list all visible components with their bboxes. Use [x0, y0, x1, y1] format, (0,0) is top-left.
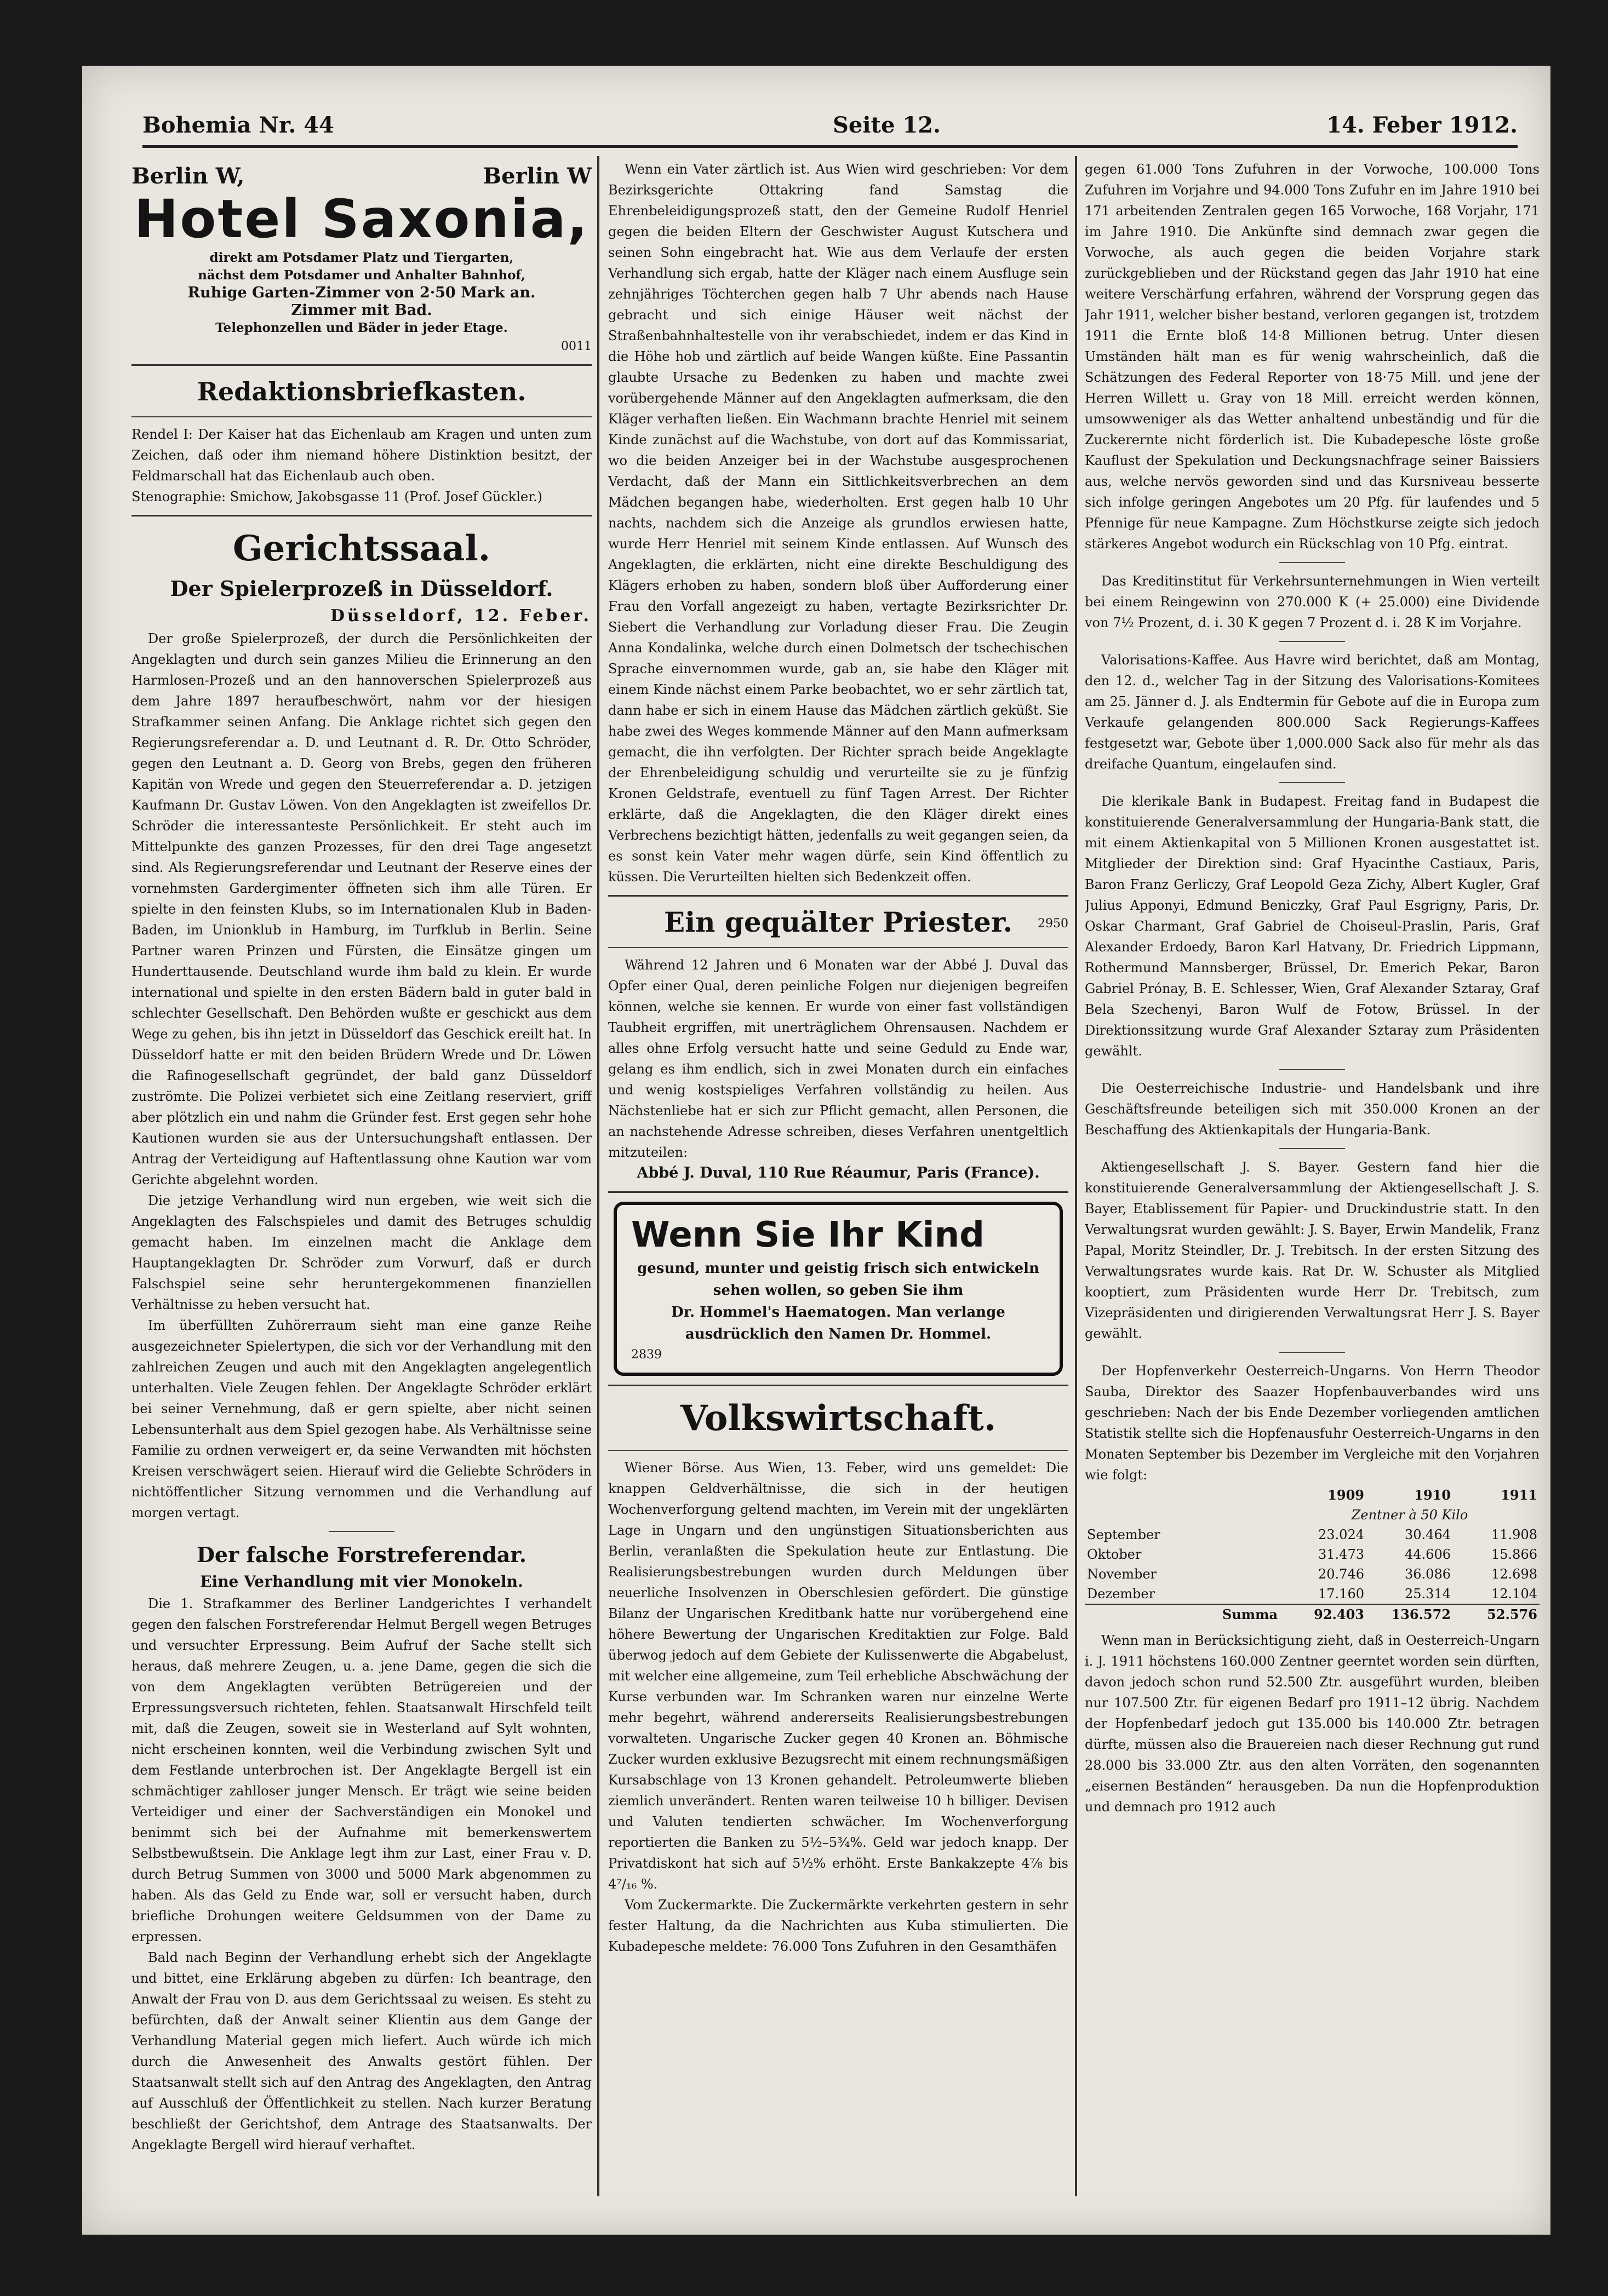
divider	[131, 416, 592, 417]
short-rule	[1279, 1148, 1345, 1149]
table-row	[1085, 1584, 1540, 1604]
article-paragraph: Aktiengesellschaft J. S. Bayer. Gestern fand hier die konstituierende Generalversammlung der Aktiengesellschaft J. S. Bayer, Etablissement für Papier- und Druckindustrie statt. In den Verwaltungsrat wurden gewählt: J. S. Bayer, Erwin Mandelik, Franz Papal, Moritz Steindler, Dr. J. Trebitsch. In der ersten Sitzung des Verwaltungsrates wurde kais. Rat Dr. W. Schuster als Mitglied kooptiert, zum Präsidenten wurde Herr Dr. Trebitsch, zum Vizepräsidenten und dirigierenden Verwaltungsrat Herr J. S. Bayer gewählt.	[1085, 1160, 1540, 1341]
ad-code: 2839	[631, 1348, 662, 1362]
table-cell: 31.473	[1318, 1547, 1364, 1562]
article-paragraph: Wenn ein Vater zärtlich ist. Aus Wien wird geschrieben: Vor dem Bezirksgerichte Ottakring fand Samstag die Ehrenbeleidigungsprozeß statt, den der Gemeine Rudolf Henriel gegen die beiden Eltern der Geschwister August Kutschera und seinen Sohn eingebracht hat. Wie aus dem Verlaufe der ersten Verhandlung sich ergab, hatte der Kläger nach einem Ausfluge sein zehnjähriges Töchterchen gegen halb 7 Uhr abends nach Hause gebracht und sich einige Häuser weit nächst der Straßenbahnhaltestelle von ihr verabschiedet, indem er das Kind in die Höhe hob und zärtlich auf beide Wangen küßte. Eine Passantin glaubte Ursache zu Bedenken zu haben und machte zwei vorübergehende Männer auf den Angeklagten aufmerksam, die den Kläger verhaften ließen. Ein Wachmann brachte Henriel mit seinem Kinde zunächst auf die Wachstube, von dort auf das Kommissariat, wo die beiden Anzeiger bei in der Wachstube ausgesprochenen Verdacht, daß der Mann ein Sittlichkeitsverbrechen an dem Mädchen begangen habe, wiederholten. Erst gegen halb 10 Uhr nachts, nachdem sich die Anzeige als grundlos erwiesen hatte, wurde Herr Henriel mit seinem Kinde entlassen. Auf Wunsch des Angeklagten, die erklärten, nicht eine direkte Beschuldigung des Klägers erhoben zu haben, sondern bloß über Aufforderung einer Frau den Vorfall angezeigt zu haben, vertagte Bezirksrichter Dr. Siebert die Verhandlung zur Vorladung dieser Frau. Die Zeugin Anna Kondalinka, welche durch einen Dolmetsch der tschechischen Sprache einvernommen wurde, gab an, sie habe den Kläger mit einem Kinde nächst einem Parke beobachtet, wo er sehr zärtlich tat, dann habe er sich in einem Hause das Mädchen zärtlich geküßt. Sie habe zwei des Weges kommende Männer auf den Mann aufmerksam gemacht, die ihn verfolgten. Der Richter sprach beide Angeklagte der Ehrenbeleidigung schuldig und verurteilte sie zu je fünfzig Kronen Geldstrafe, eventuell zu fünf Tagen Arrest. Der Richter erklärte, daß die Angeklagten, die den Kläger direkt eines Verbrechens bezichtigt hätten, jedenfalls zu weit gegangen seien, da es sonst kein Vater mehr wagen dürfe, sein Kind öffentlich zu küssen. Die Verurteilten hielten sich Bedenkzeit offen.	[608, 162, 1068, 885]
divider	[131, 515, 592, 516]
hotel-saxonia-ad	[131, 159, 592, 357]
table-header-row	[1085, 1485, 1540, 1505]
article-paragraph: Vom Zuckermarkte. Die Zuckermärkte verkehrten gestern in sehr fester Haltung, da die Nachrichten aus Kuba stimulierten. Die Kubadepesche meldete: 76.000 Tons Zufuhren in den Gesamthäfen	[608, 1897, 1068, 1954]
divider	[608, 1450, 1068, 1451]
briefkasten-text: Stenographie: Smichow, Jakobsgasse 11 (Prof. Josef Gückler.)	[131, 489, 542, 504]
ad-code: 2950	[1038, 917, 1068, 931]
table-cell: 17.160	[1318, 1586, 1364, 1602]
table-cell: 44.606	[1405, 1547, 1451, 1562]
running-head	[142, 112, 1518, 148]
ad-headline: Ein gequälter Priester.	[664, 906, 1012, 938]
table-sum-row	[1085, 1604, 1540, 1625]
table-header: 1909	[1327, 1487, 1364, 1503]
article-headline: Der falsche Forstreferendar.	[196, 1542, 527, 1567]
column-3	[1085, 159, 1540, 2196]
hotel-name: Hotel Saxonia,	[134, 188, 589, 250]
table-cell: 11.908	[1491, 1527, 1537, 1542]
hotel-ad-line: direkt am Potsdamer Platz und Tiergarten,	[209, 250, 514, 265]
ad-text: Dr. Hommel's Haematogen. Man verlange ausdrücklich den Namen Dr. Hommel.	[671, 1304, 1005, 1342]
ad-city-right: Berlin W	[483, 163, 592, 189]
short-rule	[1279, 562, 1345, 563]
article-paragraph: Die klerikale Bank in Budapest. Freitag fand in Budapest die konstituierende Generalversammlung der Hungaria-Bank statt, die mit einem Aktienkapital von 5 Millionen Kronen ausgestattet ist. Mitglieder der Direktion sind: Graf Hyacinthe Castiaux, Paris, Baron Franz Gerliczy, Graf Leopold Geza Zichy, Albert Kugler, Graf Julius Apponyi, Edmund Beniczky, Graf Paul Esgrigny, Paris, Dr. Oskar Charmant, Graf Gabriel de Choiseul-Praslin, Paris, Graf Alexander Erdoedy, Baron Karl Hatvany, Dr. Friedrich Lippmann, Rothermund Mannsberger, Brüssel, Dr. Emerich Pekar, Baron Gabriel Prónay, B. E. Schlesser, Wien, Graf Alexander Sztaray, Graf Bela Szechenyi, Baron Wulf de Fotow, Brüssel. In der Direktionssitzung wurde Graf Alexander Sztaray zum Präsidenten gewählt.	[1085, 794, 1540, 1059]
ad-text: gesund, munter und geistig frisch sich entwickeln sehen wollen, so geben Sie ihm	[637, 1260, 1039, 1299]
issue-number: Bohemia Nr. 44	[142, 112, 334, 138]
table-cell: 36.086	[1405, 1566, 1451, 1582]
article-paragraph: Im überfüllten Zuhörerraum sieht man eine ganze Reihe ausgezeichneter Spielertypen, die sich vor der Verhandlung mit den zahlreichen Zeugen und auch mit den Angeklagten angelegentlich unterhalten. Viele Zeugen fehlen. Der Angeklagte Schröder erklärt bei seiner Vernehmung, daß er gern spielte, aber nicht seinen Lebensunterhalt aus dem Spiel gezogen habe. Als Verhältnisse seine Familie zu ordnen verweigert er, da seine Verwandten mit höchsten Kreisen verschwägert seien. Hierauf wird die Geliebte Schröders in nichtöffentlicher Sitzung vernommen und die Verhandlung auf morgen vertagt.	[131, 1318, 592, 1520]
ad-text: Während 12 Jahren und 6 Monaten war der Abbé J. Duval das Opfer einer Qual, deren peinliche Folgen nur diejenigen begreifen können, welche sie kennen. Er wurde von einer fast vollständigen Taubheit ergriffen, mit unerträglichem Ohrensausen. Nachdem er alles ohne Erfolg versucht hatte und seine Geduld zu Ende war, gelang es ihm endlich, sich in zwei Monaten durch ein einfaches und wenig kostspieliges Verfahren vollständig zu heilen. Aus Nächstenliebe hat er sich zur Pflicht gemacht, allen Personen, die an nachstehende Adresse schreiben, dieses Verfahren unentgeltlich mitzuteilen:	[608, 957, 1068, 1160]
table-cell: 20.746	[1318, 1566, 1364, 1582]
table-row	[1085, 1564, 1540, 1584]
article-subheadline: Eine Verhandlung mit vier Monokeln.	[200, 1572, 523, 1591]
hops-export-table	[1085, 1485, 1540, 1625]
table-row	[1085, 1545, 1540, 1564]
hotel-ad-line: Ruhige Garten-Zimmer von 2·50 Mark an.	[187, 284, 536, 301]
table-cell: 12.104	[1491, 1586, 1537, 1602]
table-cell: Oktober	[1087, 1547, 1142, 1562]
short-rule	[1279, 1352, 1345, 1353]
ad-headline: Wenn Sie Ihr Kind	[631, 1215, 985, 1255]
table-cell: 23.024	[1318, 1527, 1364, 1542]
article-paragraph: Die jetzige Verhandlung wird nun ergeben, wie weit sich die Angeklagten des Falschspieles und damit des Betruges schuldig gemacht haben. Im einzelnen macht die Anklage dem Hauptangeklagten Dr. Schröder zum Vorwurf, daß er durch Falschspiel seine sehr heruntergekommenen finanziellen Verhältnisse zu heben versucht hat.	[131, 1193, 592, 1312]
table-cell: November	[1087, 1566, 1157, 1582]
newspaper-page	[82, 66, 1550, 2235]
ad-code: 0011	[561, 340, 592, 353]
ad-address: Abbé J. Duval, 110 Rue Réaumur, Paris (France).	[637, 1164, 1040, 1181]
table-header: 1910	[1414, 1487, 1451, 1503]
volkswirtschaft-title: Volkswirtschaft.	[680, 1398, 997, 1439]
divider	[131, 364, 592, 366]
divider	[608, 1191, 1068, 1193]
hommel-ad	[614, 1202, 1063, 1376]
table-cell: Dezember	[1087, 1586, 1155, 1602]
table-cell: 25.314	[1405, 1586, 1451, 1602]
column-rule	[1075, 156, 1077, 2196]
table-unit-row	[1085, 1505, 1540, 1525]
briefkasten-text: Rendel I: Der Kaiser hat das Eichenlaub am Kragen und unten zum Zeichen, daß oder ihm niemand höhere Distinktion besitzt, der Feldmarschall hat das Eichenlaub auch oben.	[131, 427, 592, 484]
table-unit: Zentner à 50 Kilo	[1351, 1507, 1468, 1523]
page-number: Seite 12.	[833, 112, 941, 138]
short-rule	[329, 1531, 394, 1532]
table-cell: 12.698	[1491, 1566, 1537, 1582]
issue-date: 14. Feber 1912.	[1326, 112, 1518, 138]
column-1	[131, 159, 592, 2196]
priester-ad	[608, 904, 1068, 1184]
table-header: 1911	[1501, 1487, 1537, 1503]
column-2	[608, 159, 1068, 2196]
article-paragraph: Der große Spielerprozeß, der durch die Persönlichkeiten der Angeklagten und durch sein ganzes Milieu die Erinnerung an den Harmlosen-Prozeß und an den hannoverschen Spielerprozeß aus dem Jahre 1897 heraufbeschwört, nahm vor der hiesigen Strafkammer seinen Anfang. Die Anklage richtet sich gegen den Regierungsreferendar a. D. und Leutnant d. R. Dr. Otto Schröder, gegen den Leutnant a. D. Georg von Brebs, gegen den früheren Kapitän von Wrede und gegen den Steuerreferendar a. D. jetzigen Kaufmann Dr. Gustav Löwen. Von den Angeklagten ist zweifellos Dr. Schröder die interessanteste Persönlichkeit. Er steht auch im Mittelpunkte des ganzen Prozesses, für den drei Tage angesetzt sind. Als Regierungsreferendar und Leutnant der Reserve eines der vornehmsten Gardergimenter öffneten sich ihm alle Türen. Er spielte in den feinsten Klubs, so im Internationalen Klub in Baden-Baden, im Unionklub in Hamburg, im Turfklub in Berlin. Seine Partner waren Prinzen und Fürsten, die Einsätze gingen um Hunderttausende. Deutschland wurde ihm bald zu klein. Er wurde international und spielte in den ersten Bädern bald in guter bald in schlechter Gesellschaft. Den Behörden wußte er geschickt aus dem Wege zu gehen, bis ihn jetzt in Düsseldorf das Geschick ereilt hat. In Düsseldorf hatte er mit den beiden Brüdern Wrede und Dr. Löwen die Rafinogesellschaft gegründet, der bald ganz Düsseldorf zuströmte. Die Polizei verbietet sich eine Zeitlang reserviert, griff aber plötzlich ein und nahm die Gründer fest. Erst gegen sehr hohe Kautionen wurden sie aus der Untersuchungshaft entlassen. Der Antrag der Verteidigung auf Haftentlassung ohne Kaution war vom Gerichte abgelehnt worden.	[131, 631, 592, 1187]
article-paragraph: Die Oesterreichische Industrie- und Handelsbank und ihre Geschäftsfreunde beteiligen sich mit 350.000 Kronen an der Beschaffung des Aktienkapitals der Hungaria-Bank.	[1085, 1081, 1540, 1138]
article-paragraph: Bald nach Beginn der Verhandlung erhebt sich der Angeklagte und bittet, eine Erklärung abgeben zu dürfen: Ich beantrage, den Anwalt der Frau von D. aus dem Gerichtssaal zu weisen. Es steht zu befürchten, daß der Anwalt seiner Klientin aus dem Gange der Verhandlung Material gegen mich liefert. Auch würde ich mich durch die Anwesenheit des Anwalts gestört fühlen. Der Staatsanwalt stellt sich auf den Antrag des Angeklagten, den Antrag auf Ausschluß der Öffentlichkeit zu stellen. Nach kurzer Beratung beschließt der Gerichtshof, dem Antrage des Staatsanwalts. Der Angeklagte Bergell wird hierauf verhaftet.	[131, 1950, 592, 2152]
hotel-ad-line: Zimmer mit Bad.	[291, 302, 432, 319]
short-rule	[1279, 641, 1345, 642]
dateline: Düsseldorf, 12. Feber.	[330, 606, 592, 625]
table-row	[1085, 1525, 1540, 1545]
article-headline: Der Spielerprozeß in Düsseldorf.	[170, 576, 553, 601]
divider	[608, 947, 1068, 948]
article-paragraph: gegen 61.000 Tons Zufuhren in der Vorwoche, 100.000 Tons Zufuhren im Vorjahre und 94.000 Tons Zufuhr en im Jahre 1910 bei 171 arbeitenden Zentralen gegen 165 Vorwoche, 168 Vorjahr, 171 im Jahre 1910. Die Ankünfte sind demnach zwar gegen die Vorwoche, als auch gegen die beiden Vorjahre stark zurückgeblieben und der Rückstand gegen das Jahr 1910 hat eine weitere Verschärfung erfahren, während der Vorsprung gegen das Jahr 1911, welcher bisher bestand, verloren gegangen ist, trotzdem 1911 die Ernte bloß 14·8 Millionen betrug. Unter diesen Umständen hält man es für wenig wahrscheinlich, daß die Schätzungen des Federal Reporter von 18·75 Mill. und jene der Herren Willett u. Gray von 18 Mill. erreicht werden können, umsowweniger als das Wetter anhaltend unbeständig und für die Zuckerernte nicht förderlich ist. Die Kubadepesche löste große Kauflust der Spekulation und Deckungsnachfrage seiner Baissiers aus, welche nervös geworden sind und das Kursniveau besserte sich infolge geringen Angebotes um 20 Pfg. für laufendes und 5 Pfennige für neue Kampagne. Zum Höchstkurse zeigte sich jedoch stärkeres Angebot wodurch ein Rückschlag von 10 Pfg. eintrat.	[1085, 162, 1540, 552]
table-cell: September	[1087, 1527, 1160, 1542]
article-paragraph: Der Hopfenverkehr Oesterreich-Ungarns. Von Herrn Theodor Sauba, Direktor des Saazer Hopfenbauverbandes wird uns geschrieben: Nach der bis Ende Dezember vorliegenden amtlichen Statistik stellte sich die Hopfenausfuhr Oesterreich-Ungarns in den Monaten September bis Dezember im Vergleiche mit den Vorjahren wie folgt:	[1085, 1363, 1540, 1483]
divider	[608, 895, 1068, 897]
article-paragraph: Valorisations-Kaffee. Aus Havre wird berichtet, daß am Montag, den 12. d., welcher Tag in der Sitzung des Valorisations-Komitees am 25. Jänner d. J. als Endtermin für Gebote auf die in Europa zum Verkaufe gelangenden 800.000 Sack Regierungs-Kaffees festgesetzt war, Gebote über 1,000.000 Sack also für mehr als das dreifache Quantum, eingelaufen sind.	[1085, 652, 1540, 772]
article-paragraph: Wiener Börse. Aus Wien, 13. Feber, wird uns gemeldet: Die knappen Geldverhältnisse, die sich in der heutigen Wochenverforgung geltend machten, im Verein mit der ungeklärten Lage in Ungarn und den ungünstigen Situationsberichten aus Berlin, veranlaßten die Spekulation heute zur Entlastung. Die Realisierungsbestrebungen wurden durch Meldungen über neuerliche Insolvenzen in Oberschlesien gefördert. Die günstige Bilanz der Ungarischen Kreditbank hatte nur vorübergehend eine höhere Bewertung der Ungarischen Kreditaktien zur Folge. Bald überwog jedoch auf dem Gebiete der Kulissenwerte die Abgabelust, mit welcher eine allgemeine, zum Teil erhebliche Abschwächung der Kurse verbunden war. Im Schranken waren nur einzelne Werte mehr begehrt, während andererseits Realisierungsbestrebungen vorwalteten. Ungarische Zucker gegen 40 Kronen an. Böhmische Zucker wurden exklusive Bezugsrecht mit einem rechnungsmäßigen Kursabschlage von 13 Kronen gehandelt. Petroleumwerte blieben ziemlich unverändert. Renten waren teilweise 10 h billiger. Devisen und Valuten tendierten schwächer. Im Wochenverforgung reportierten die Banken zu 5½–5¾%. Geld war jedoch knapp. Der Privatdiskont hat sich auf 5½% erhöht. Erste Bankakzepte 4⅞ bis 4⁷/₁₆ %.	[608, 1460, 1068, 1892]
briefkasten-title: Redaktionsbriefkasten.	[197, 377, 527, 406]
article-paragraph: Das Kreditinstitut für Verkehrsunternehmungen in Wien verteilt bei einem Reingewinn von 270.000 K (+ 25.000) eine Dividende von 7½ Prozent, d. i. 30 K gegen 7 Prozent d. i. 28 K im Vorjahre.	[1085, 573, 1540, 630]
column-rule	[597, 156, 599, 2196]
ad-city-left: Berlin W,	[131, 163, 245, 189]
divider	[608, 1385, 1068, 1386]
gerichtssaal-title: Gerichtssaal.	[232, 528, 491, 569]
table-cell: 52.576	[1487, 1606, 1537, 1622]
table-cell: 92.403	[1314, 1606, 1364, 1622]
article-paragraph: Die 1. Strafkammer des Berliner Landgerichtes I verhandelt gegen den falschen Forstreferendar Helmut Bergell wegen Betruges und versuchter Erpressung. Beim Aufruf der Sache stellt sich heraus, daß mehrere Zeugen, u. a. jene Dame, gegen die sich die von dem Angeklagten verübten Betrügereien und der Erpressungsversuch richteten, fehlen. Staatsanwalt Hirschfeld teilt mit, daß die Zeugen, soweit sie in Westerland auf Sylt wohnten, nicht erscheinen konnten, weil die Verbindung zwischen Sylt und dem Festlande unterbrochen ist. Der Angeklagte Bergell ist ein schmächtiger zahlloser junger Mensch. Er trägt wie seine beiden Verteidiger und einer der Sachverständigen ein Monokel und benimmt sich bei der Aufnahme mit bemerkenswertem Selbstbewußtsein. Die Anklage legt ihm zur Last, einer Frau v. D. durch Betrug Summen von 3000 und 5000 Mark abgenommen zu haben. Als das Geld zu Ende war, soll er versucht haben, durch briefliche Drohungen weitere Geldsummen von der Dame zu erpressen.	[131, 1596, 592, 1944]
table-cell: Summa	[1222, 1606, 1278, 1622]
short-rule	[1279, 782, 1345, 783]
table-cell: 136.572	[1391, 1606, 1451, 1622]
hotel-ad-line: nächst dem Potsdamer und Anhalter Bahnhof,	[198, 268, 525, 283]
article-paragraph: Wenn man in Berücksichtigung zieht, daß in Oesterreich-Ungarn i. J. 1911 höchstens 160.000 Zentner geerntet worden sein dürften, davon jedoch schon rund 52.500 Ztr. ausgeführt wurden, bleiben nur 107.500 Ztr. für eigenen Bedarf pro 1911–12 übrig. Nachdem der Hopfenbedarf jedoch gut 135.000 bis 140.000 Ztr. betragen dürfte, müssen also die Brauereien nach dieser Rechnung gut rund 28.000 bis 33.000 Ztr. aus den alten Vorräten, den sogenannten „eisernen Beständen“ herausgeben. Da nun die Hopfenproduktion und demnach pro 1912 auch	[1085, 1633, 1540, 1815]
table-cell: 30.464	[1405, 1527, 1451, 1542]
short-rule	[1279, 1069, 1345, 1070]
table-cell: 15.866	[1491, 1547, 1537, 1562]
hotel-ad-line: Telephonzellen und Bäder in jeder Etage.	[215, 320, 508, 335]
